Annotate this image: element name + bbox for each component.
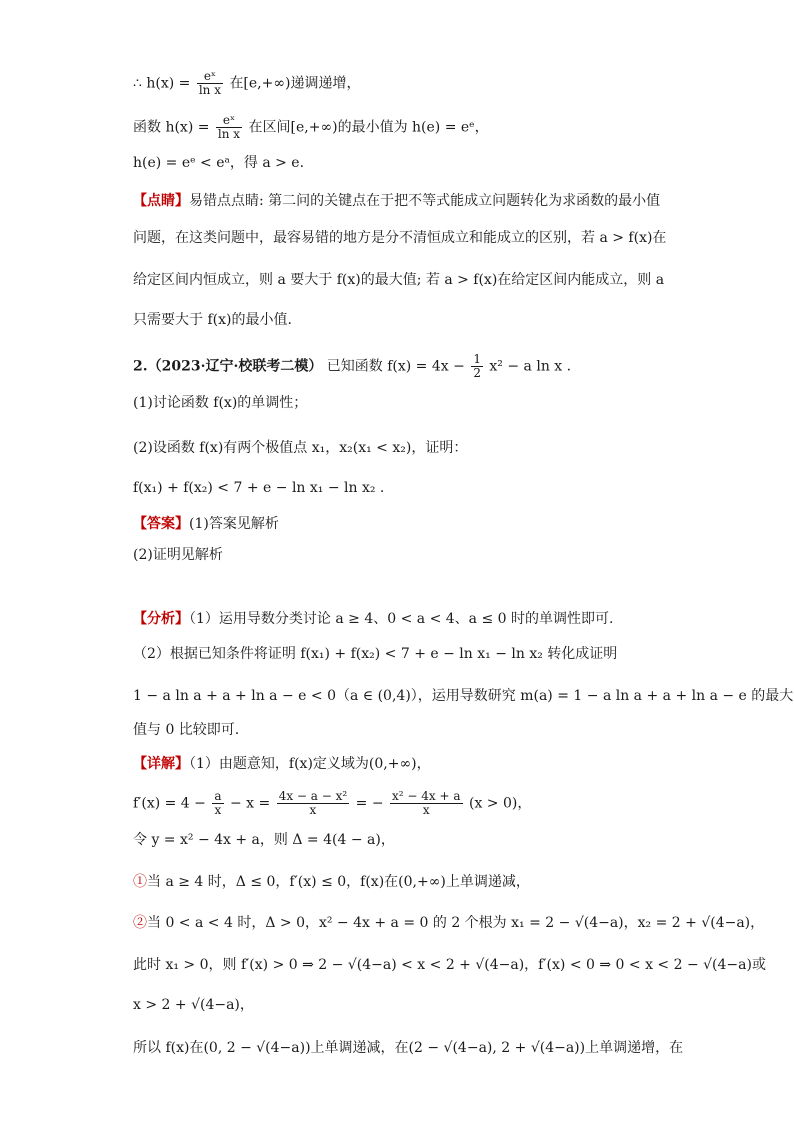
analysis-line-1 xyxy=(133,609,613,629)
text: 在区间[e,+∞)的最小值为 h(e) = eᵉ， xyxy=(248,119,489,136)
text: (1)答案见解析 xyxy=(189,516,279,532)
case-2-line-2: 此时 x₁ > 0，则 f′(x) > 0 ⇒ 2 − √(4−a) < x < 2 + √(4−a)，f′(x) < 0 ⇒ 0 < x < 2 − √(4−a)或 xyxy=(133,957,766,973)
text: 当 a ≥ 4 时，Δ ≤ 0，f′(x) ≤ 0，f(x)在(0,+∞)上单调递减， xyxy=(147,874,530,890)
text: = − xyxy=(355,795,384,812)
numerator: x² − 4x + a xyxy=(392,789,461,803)
denominator: x xyxy=(309,803,317,817)
case-marker: ① xyxy=(133,874,147,890)
dianjing-line-1 xyxy=(133,191,660,211)
detail-derivative xyxy=(133,790,531,817)
question-source: 2.（2023·辽宁·校联考二模） xyxy=(133,358,323,375)
case-2 xyxy=(133,913,764,933)
detail-line-1 xyxy=(133,754,431,774)
answer-line-1 xyxy=(133,514,279,534)
case-2-line-4: 所以 f(x)在(0, 2 − √(4−a))上单调递减，在(2 − √(4−a), 2 + √(4−a))上单调递增，在 xyxy=(133,1040,684,1056)
dianjing-line-4: 只需要大于 f(x)的最小值. xyxy=(133,312,292,328)
numerator: 4x − a − x² xyxy=(278,789,348,803)
numerator: 1 xyxy=(473,352,481,366)
fraction xyxy=(471,353,483,380)
line-h-increasing xyxy=(133,70,361,97)
text: ∴ h(x) = xyxy=(133,75,191,92)
detail-discriminant: 令 y = x² − 4x + a，则 Δ = 4(4 − a)， xyxy=(133,832,395,848)
dianjing-line-3: 给定区间内恒成立，则 a 要大于 f(x)的最大值; 若 a > f(x)在给定区间内能成立，则 a xyxy=(133,272,665,288)
text: x² − a ln x . xyxy=(489,358,572,375)
text: 易错点点睛: 第二问的关键点在于把不等式能成立问题转化为求函数的最小值 xyxy=(189,193,661,209)
denominator: x xyxy=(214,803,222,817)
analysis-line-2: （2）根据已知条件将证明 f(x₁) + f(x₂) < 7 + e − ln x₁ − ln x₂ 转化成证明 xyxy=(133,646,618,662)
text: − x = xyxy=(229,795,271,812)
answer-line-2: (2)证明见解析 xyxy=(133,547,223,563)
numerator: eˣ xyxy=(216,114,242,128)
text: 函数 h(x) = xyxy=(133,119,210,136)
fraction xyxy=(277,790,350,817)
text: f′(x) = 4 − xyxy=(133,795,206,812)
denominator: x xyxy=(422,803,430,817)
fraction xyxy=(390,790,463,817)
denominator: ln x xyxy=(198,83,221,97)
text: 当 0 < a < 4 时，Δ > 0，x² − 4x + a = 0 的 2 个根为 x₁ = 2 − √(4−a)，x₂ = 2 + √(4−a)， xyxy=(147,915,765,931)
case-2-line-3: x > 2 + √(4−a)， xyxy=(133,997,254,1013)
case-1 xyxy=(133,872,530,892)
question-2-part-1: (1)讨论函数 f(x)的单调性； xyxy=(133,395,308,411)
text: 已知函数 f(x) = 4x − xyxy=(326,358,465,375)
numerator: eˣ xyxy=(197,70,223,84)
analysis-line-4: 值与 0 比较即可. xyxy=(133,722,240,738)
line-h-minimum xyxy=(133,114,489,141)
denominator: ln x xyxy=(217,127,241,141)
analysis-line-3: 1 − a ln a + a + ln a − e < 0（a ∈ (0,4)），运用导数研究 m(a) = 1 − a ln a + a + ln a − e 的最大 xyxy=(133,688,794,704)
answer-tag: 【答案】 xyxy=(133,516,189,532)
question-2-part-2: (2)设函数 f(x)有两个极值点 x₁，x₂(x₁ < x₂)，证明： xyxy=(133,440,468,456)
denominator: 2 xyxy=(473,366,481,380)
text: (x > 0)， xyxy=(469,795,532,812)
numerator: a xyxy=(214,789,222,803)
dianjing-tag: 【点睛】 xyxy=(133,193,189,209)
text: （1）由题意知，f(x)定义域为(0,+∞)， xyxy=(189,756,431,772)
case-marker: ② xyxy=(133,915,147,931)
line-conclusion: h(e) = eᵉ < eᵃ，得 a > e. xyxy=(133,155,305,171)
fraction xyxy=(216,114,242,141)
text: 在[e,+∞)递调递增， xyxy=(229,75,361,92)
dianjing-line-2: 问题，在这类问题中，最容易错的地方是分不清恒成立和能成立的区别，若 a > f(x)在 xyxy=(133,230,667,246)
fraction xyxy=(197,70,223,97)
question-2-inequality: f(x₁) + f(x₂) < 7 + e − ln x₁ − ln x₂ . xyxy=(133,480,385,496)
analysis-tag: 【分析】 xyxy=(133,611,189,627)
fraction xyxy=(212,790,223,817)
detail-tag: 【详解】 xyxy=(133,756,189,772)
question-2-header xyxy=(133,353,571,380)
text: （1）运用导数分类讨论 a ≥ 4、0 < a < 4、a ≤ 0 时的单调性即可. xyxy=(189,611,614,627)
